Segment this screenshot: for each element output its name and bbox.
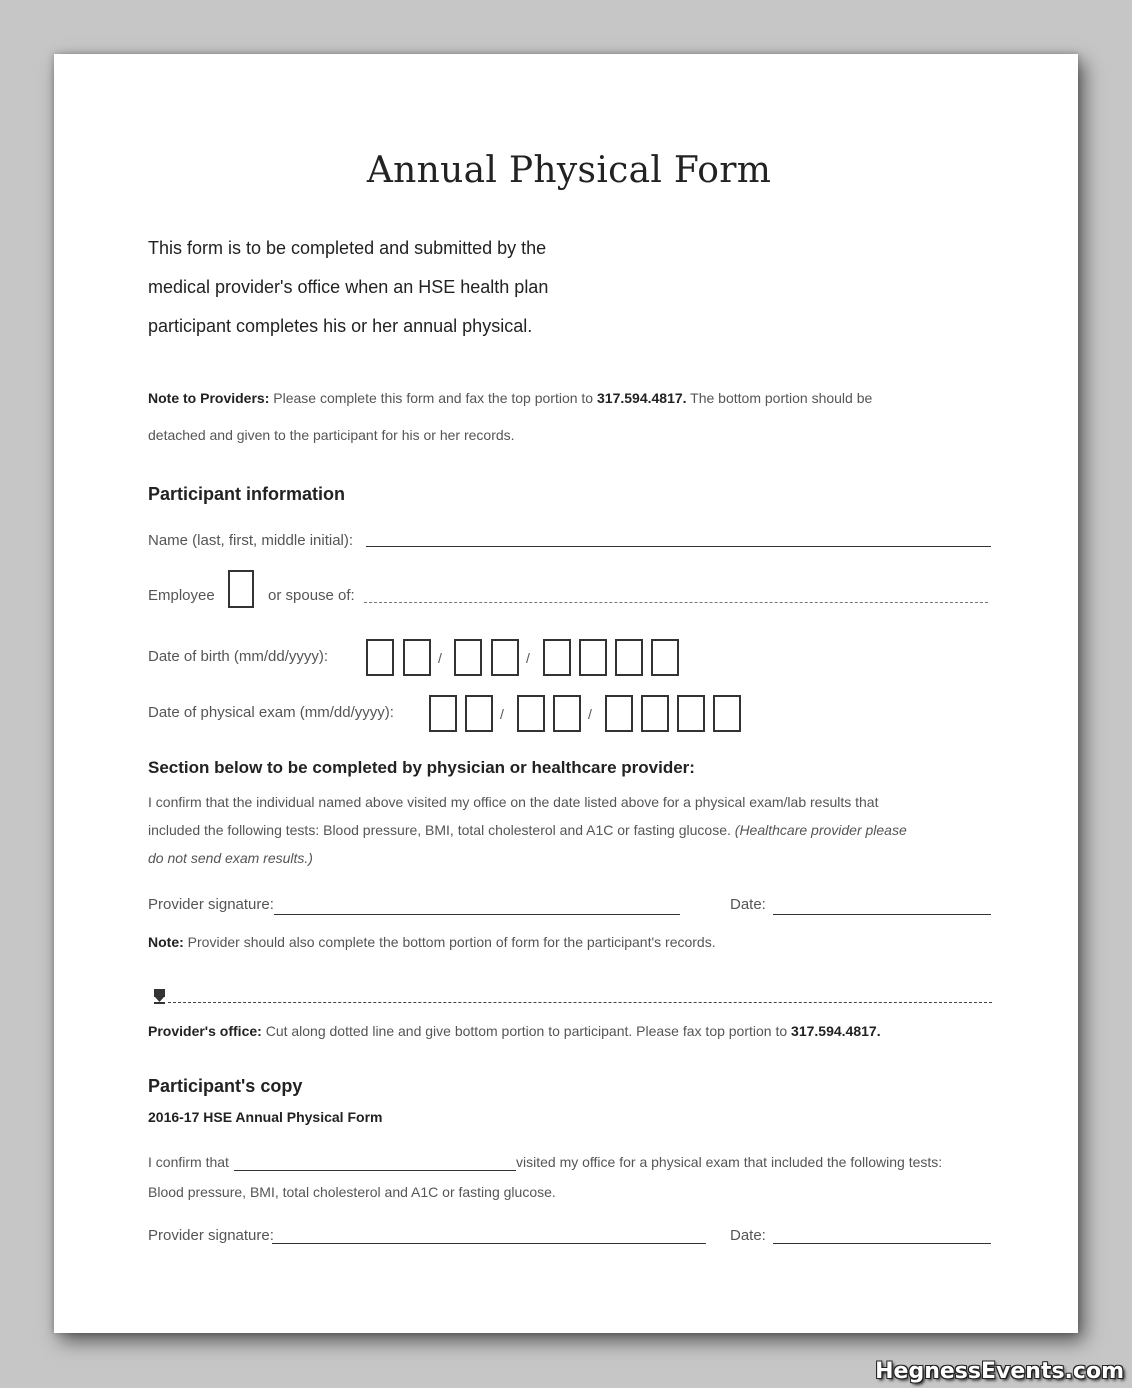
fax-number: 317.594.4817. — [791, 1023, 881, 1039]
provider-signature-label: Provider signature: — [148, 896, 274, 913]
note-text-continued: detached and given to the participant for his or her records. — [148, 427, 515, 443]
physician-confirm-text — [148, 822, 907, 838]
exam-year-box[interactable] — [677, 695, 705, 732]
exam-day-box[interactable] — [517, 695, 545, 732]
intro-line: participant completes his or her annual physical. — [148, 316, 533, 336]
confirm-italic-text: (Healthcare provider please — [730, 822, 907, 838]
name-field[interactable] — [366, 546, 991, 547]
providers-office-label: Provider's office: — [148, 1023, 262, 1039]
date-label: Date: — [730, 1227, 766, 1244]
exam-month-box[interactable] — [465, 695, 493, 732]
confirm-italic-text: do not send exam results.) — [148, 850, 313, 866]
fax-number: 317.594.4817. — [597, 390, 687, 406]
spouse-label: or spouse of: — [268, 587, 355, 604]
participant-name-field[interactable] — [234, 1170, 516, 1171]
dob-year-box[interactable] — [579, 639, 607, 676]
date-separator: / — [438, 650, 442, 666]
employee-checkbox[interactable] — [228, 570, 254, 608]
provider-signature-label: Provider signature: — [148, 1227, 274, 1244]
date-separator: / — [526, 650, 530, 666]
employee-label: Employee — [148, 587, 215, 604]
confirm-text: included the following tests: Blood pressure, BMI, total cholesterol and A1C or fasting glucose. — [148, 822, 731, 838]
dob-year-box[interactable] — [543, 639, 571, 676]
date-label: Date: — [730, 896, 766, 913]
spouse-field[interactable] — [364, 602, 988, 603]
dob-label: Date of birth (mm/dd/yyyy): — [148, 648, 329, 665]
participant-info-heading: Participant information — [148, 484, 346, 504]
watermark: HegnessEvents.com — [875, 1359, 1124, 1384]
note-label: Note: — [148, 934, 184, 950]
exam-date-label: Date of physical exam (mm/dd/yyyy): — [148, 704, 394, 721]
page-title: Annual Physical Form — [366, 150, 772, 191]
name-label: Name (last, first, middle initial): — [148, 532, 354, 549]
dob-month-box[interactable] — [403, 639, 431, 676]
form-page — [54, 54, 1078, 1333]
exam-year-box[interactable] — [713, 695, 741, 732]
physician-section-heading: Section below to be completed by physician or healthcare provider: — [148, 758, 695, 777]
confirm-prefix: I confirm that — [148, 1154, 229, 1170]
dob-year-box[interactable] — [615, 639, 643, 676]
confirm-suffix: visited my office for a physical exam that included the following tests: — [516, 1154, 943, 1170]
note-to-providers — [148, 390, 872, 406]
scissors-icon — [152, 988, 168, 1006]
exam-year-box[interactable] — [641, 695, 669, 732]
exam-day-box[interactable] — [553, 695, 581, 732]
date-separator: / — [588, 706, 592, 722]
provider-date-field[interactable] — [773, 914, 991, 915]
intro-line: medical provider's office when an HSE health plan — [148, 277, 549, 297]
copy-signature-field[interactable] — [272, 1243, 706, 1244]
provider-signature-field[interactable] — [274, 914, 680, 915]
copy-date-field[interactable] — [773, 1243, 991, 1244]
note-label: Note to Providers: — [148, 390, 270, 406]
intro-paragraph — [148, 229, 618, 346]
cut-instructions — [148, 1023, 881, 1039]
participant-copy-subheading: 2016-17 HSE Annual Physical Form — [148, 1109, 383, 1125]
date-separator: / — [500, 706, 504, 722]
physician-confirm-text: I confirm that the individual named above visited my office on the date listed above for a physical exam/lab results that — [148, 794, 879, 810]
dob-day-box[interactable] — [454, 639, 482, 676]
exam-year-box[interactable] — [605, 695, 633, 732]
tests-text: Blood pressure, BMI, total cholesterol and A1C or fasting glucose. — [148, 1184, 556, 1200]
note-text: Provider should also complete the bottom portion of form for the participant's records. — [183, 934, 716, 950]
participant-copy-heading: Participant's copy — [148, 1076, 303, 1096]
exam-month-box[interactable] — [429, 695, 457, 732]
dob-month-box[interactable] — [366, 639, 394, 676]
provider-note — [148, 934, 716, 950]
note-text: Please complete this form and fax the top portion to — [269, 390, 597, 406]
intro-line: This form is to be completed and submitted by the — [148, 238, 547, 258]
dob-year-box[interactable] — [651, 639, 679, 676]
note-text: The bottom portion should be — [686, 390, 873, 406]
cut-line — [168, 1002, 992, 1003]
cut-text: Cut along dotted line and give bottom portion to participant. Please fax top portion to — [261, 1023, 792, 1039]
dob-day-box[interactable] — [491, 639, 519, 676]
